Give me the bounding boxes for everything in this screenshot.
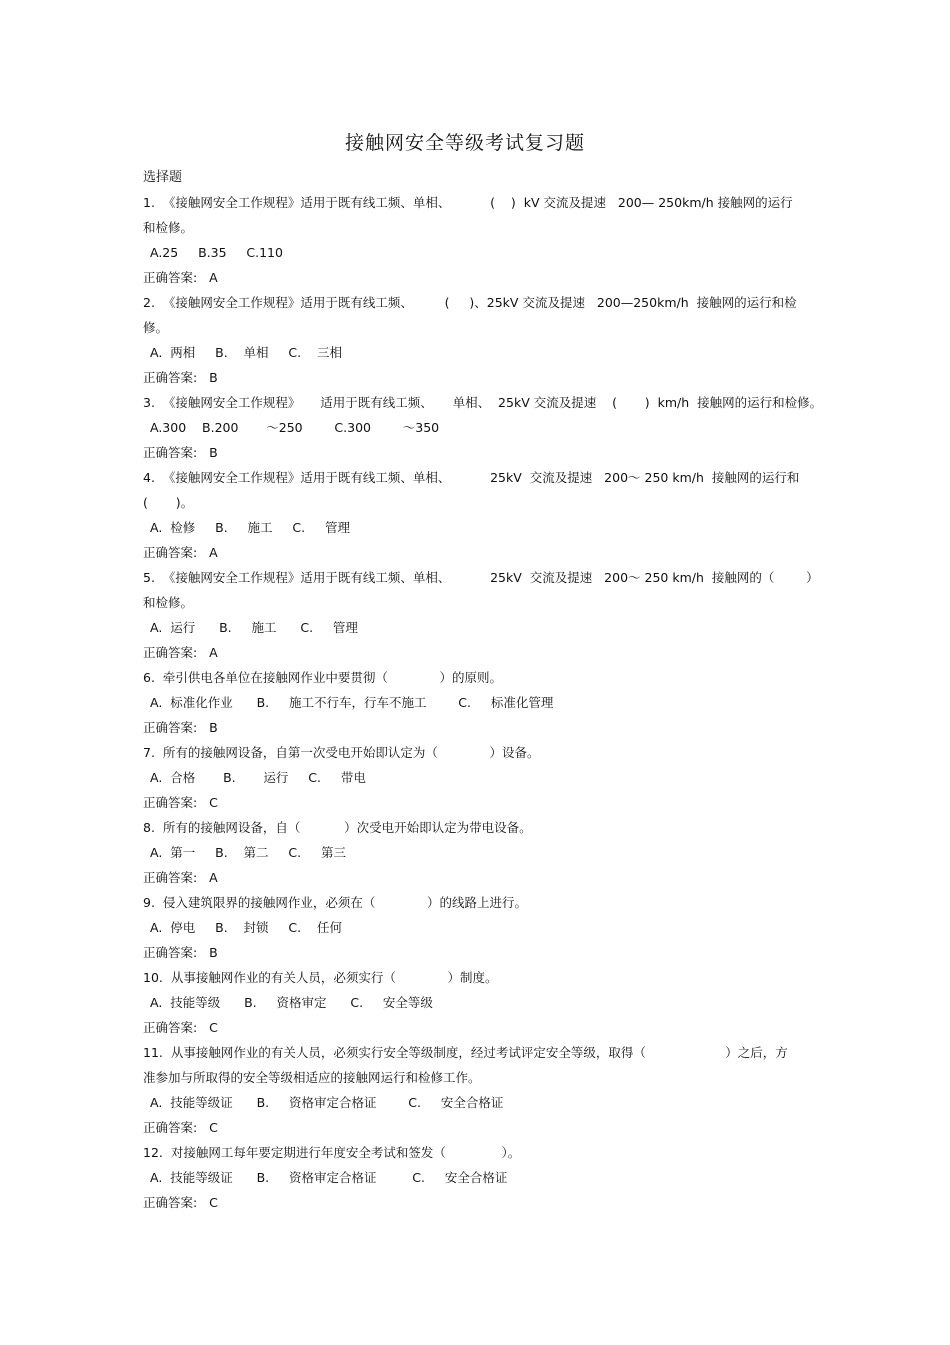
question-text: ( )。 [143,495,194,510]
question-text: 和检修。 [143,220,194,235]
question-text: 修。 [143,320,169,335]
question-options: A. 标准化作业 B. 施工不行车，行车不施工 C. 标准化管理 [150,695,554,710]
question-options: A. 技能等级 B. 资格审定 C. 安全等级 [150,995,433,1010]
correct-answer: 正确答案: C [143,795,218,810]
question-options: A. 运行 B. 施工 C. 管理 [150,620,358,635]
question-options: A. 技能等级证 B. 资格审定合格证 C. 安全合格证 [150,1095,504,1110]
correct-answer: 正确答案: B [143,720,218,735]
correct-answer: 正确答案: C [143,1120,218,1135]
question-options: A.25 B.35 C.110 [150,245,283,260]
question-text: 5. 《接触网安全工作规程》适用于既有线工频、单相、 25kV 交流及提速 200～ 250 km/h 接触网的（ ） [143,570,819,585]
question-options: A. 技能等级证 B. 资格审定合格证 C. 安全合格证 [150,1170,508,1185]
question-options: A. 两相 B. 单相 C. 三相 [150,345,343,360]
question-options: A. 停电 B. 封锁 C. 任何 [150,920,343,935]
question-text: 3. 《接触网安全工作规程》 适用于既有线工频、 单相、 25kV 交流及提速 ( ) km/h 接触网的运行和检修。 [143,395,823,410]
question-options: A.300 B.200 ～250 C.300 ～350 [150,420,440,435]
question-text: 6. 牵引供电各单位在接触网作业中要贯彻（ ）的原则。 [143,670,503,685]
question-options: A. 合格 B. 运行 C. 带电 [150,770,366,785]
correct-answer: 正确答案: C [143,1195,218,1210]
question-text: 7. 所有的接触网设备，自第一次受电开始即认定为（ ）设备。 [143,745,540,760]
correct-answer: 正确答案: A [143,645,218,660]
question-options: A. 第一 B. 第二 C. 第三 [150,845,346,860]
question-text: 12. 对接触网工每年要定期进行年度安全考试和签发（ ）。 [143,1145,521,1160]
question-text: 2. 《接触网安全工作规程》适用于既有线工频、 ( )、25kV 交流及提速 200—250km/h 接触网的运行和检 [143,295,797,310]
section-heading: 选择题 [143,170,183,185]
document-title: 接触网安全等级考试复习题 [344,132,585,154]
correct-answer: 正确答案: B [143,370,218,385]
question-text: 8. 所有的接触网设备，自（ ）次受电开始即认定为带电设备。 [143,820,532,835]
question-text: 11. 从事接触网作业的有关人员，必须实行安全等级制度，经过考试评定安全等级，取得（ ）之后，方 [143,1045,788,1060]
correct-answer: 正确答案: C [143,1020,218,1035]
correct-answer: 正确答案: B [143,445,218,460]
question-text: 1. 《接触网安全工作规程》适用于既有线工频、单相、 ( ) kV 交流及提速 200— 250km/h 接触网的运行 [143,195,793,210]
correct-answer: 正确答案: A [143,870,218,885]
correct-answer: 正确答案: A [143,270,218,285]
question-options: A. 检修 B. 施工 C. 管理 [150,520,350,535]
question-text: 10. 从事接触网作业的有关人员，必须实行（ ）制度。 [143,970,498,985]
question-text: 和检修。 [143,595,194,610]
question-text: 9. 侵入建筑限界的接触网作业，必须在（ ）的线路上进行。 [143,895,528,910]
correct-answer: 正确答案: B [143,945,218,960]
question-text: 准参加与所取得的安全等级相适应的接触网运行和检修工作。 [143,1070,481,1085]
question-text: 4. 《接触网安全工作规程》适用于既有线工频、单相、 25kV 交流及提速 200～ 250 km/h 接触网的运行和 [143,470,800,485]
correct-answer: 正确答案: A [143,545,218,560]
